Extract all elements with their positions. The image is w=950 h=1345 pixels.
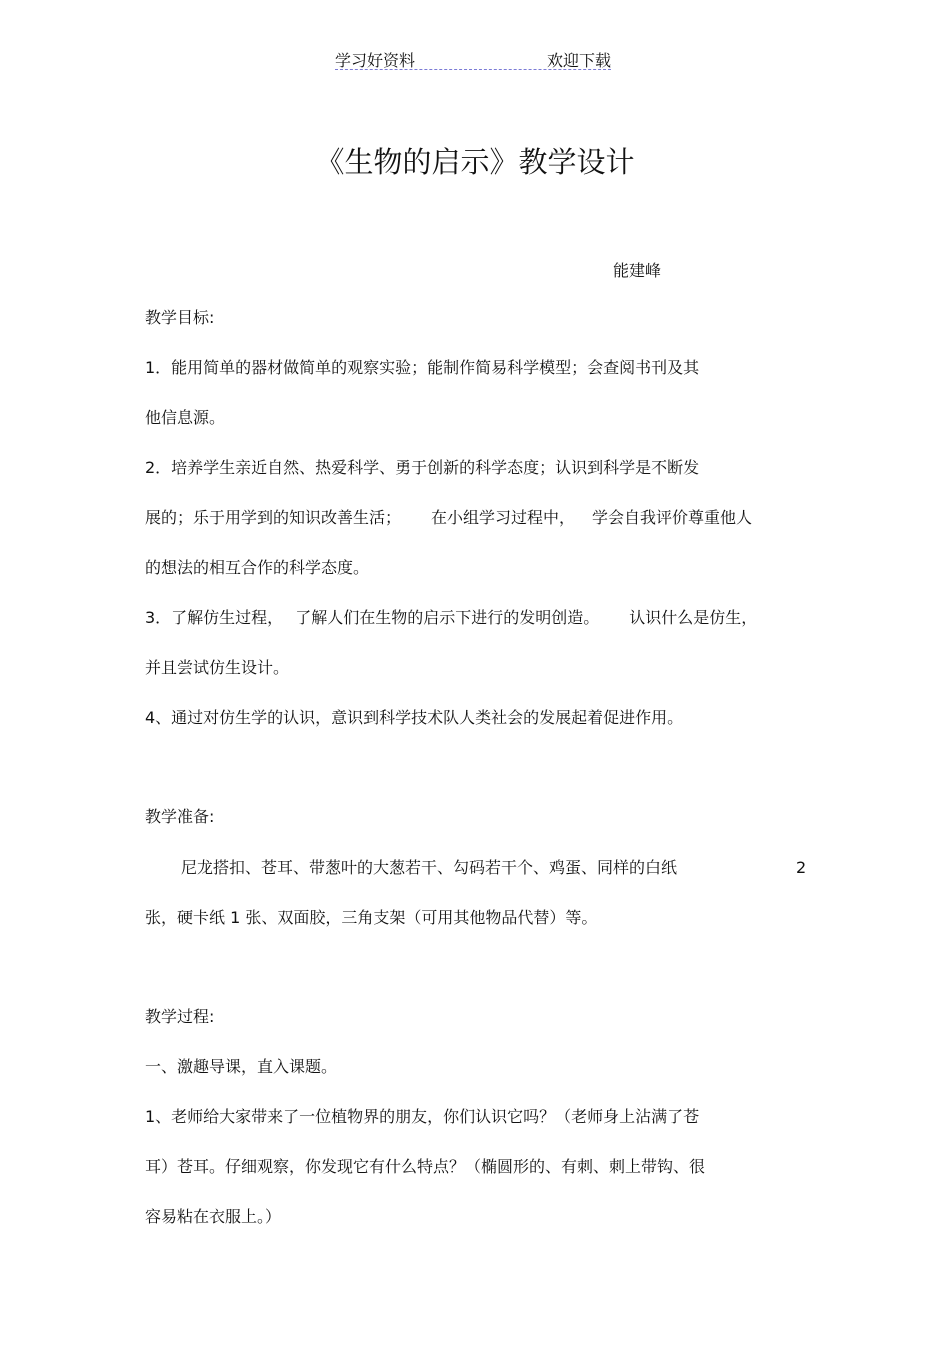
page-header: [335, 48, 611, 72]
prep-line-1-number: 2: [796, 858, 807, 877]
header-dashed-rule: [335, 69, 611, 70]
document-title: 《生物的启示》教学设计: [315, 145, 635, 179]
goal-2-line-1: 2．培养学生亲近自然、热爱科学、勇于创新的科学态度；认识到科学是不断发: [145, 458, 700, 477]
goal-3-segment-2: 了解人们在生物的启示下进行的发明创造。: [295, 608, 600, 627]
header-right-text: 欢迎下载: [546, 51, 611, 70]
goal-3-line-1: [145, 607, 757, 629]
process-para-1-line-2: 耳）苍耳。仔细观察，你发现它有什么特点？（椭圆形的、有刺、刺上带钩、很: [145, 1157, 706, 1176]
process-step-1: 一、激趣导课，直入课题。: [145, 1057, 338, 1076]
process-para-1-line-1: 1、老师给大家带来了一位植物界的朋友，你们认识它吗？（老师身上沾满了苍: [145, 1107, 700, 1126]
header-left-text: 学习好资料: [335, 51, 416, 70]
process-para-1-line-3: 容易粘在衣服上。）: [145, 1207, 282, 1226]
goal-3-segment-1: 3．了解仿生过程，: [145, 608, 284, 627]
goal-2-segment-1: 展的；乐于用学到的知识改善生活；: [145, 508, 402, 527]
goal-3-segment-3: 认识什么是仿生，: [629, 608, 758, 627]
goal-2-line-3: 的想法的相互合作的科学态度。: [145, 558, 370, 577]
goal-1-line-2: 他信息源。: [145, 408, 226, 427]
process-heading: 教学过程:: [145, 1007, 215, 1026]
goals-heading: 教学目标:: [145, 308, 215, 327]
prep-line-1: 尼龙搭扣、苍耳、带葱叶的大葱若干、勾码若干个、鸡蛋、同样的白纸: [181, 858, 678, 877]
goal-2-segment-2: 在小组学习过程中，: [431, 508, 576, 527]
goal-2-line-2: [145, 507, 752, 529]
prep-heading: 教学准备:: [145, 807, 215, 826]
goal-3-line-2: 并且尝试仿生设计。: [145, 658, 290, 677]
goal-1-line-1: 1．能用简单的器材做简单的观察实验；能制作简易科学模型；会查阅书刊及其: [145, 358, 700, 377]
goal-4-line: 4、通过对仿生学的认识，意识到科学技术队人类社会的发展起着促进作用。: [145, 708, 684, 727]
goal-2-segment-3: 学会自我评价尊重他人: [592, 508, 753, 527]
author-name: 能建峰: [613, 261, 662, 280]
prep-line-2: 张，硬卡纸 1 张、双面胶，三角支架（可用其他物品代替）等。: [145, 908, 598, 927]
